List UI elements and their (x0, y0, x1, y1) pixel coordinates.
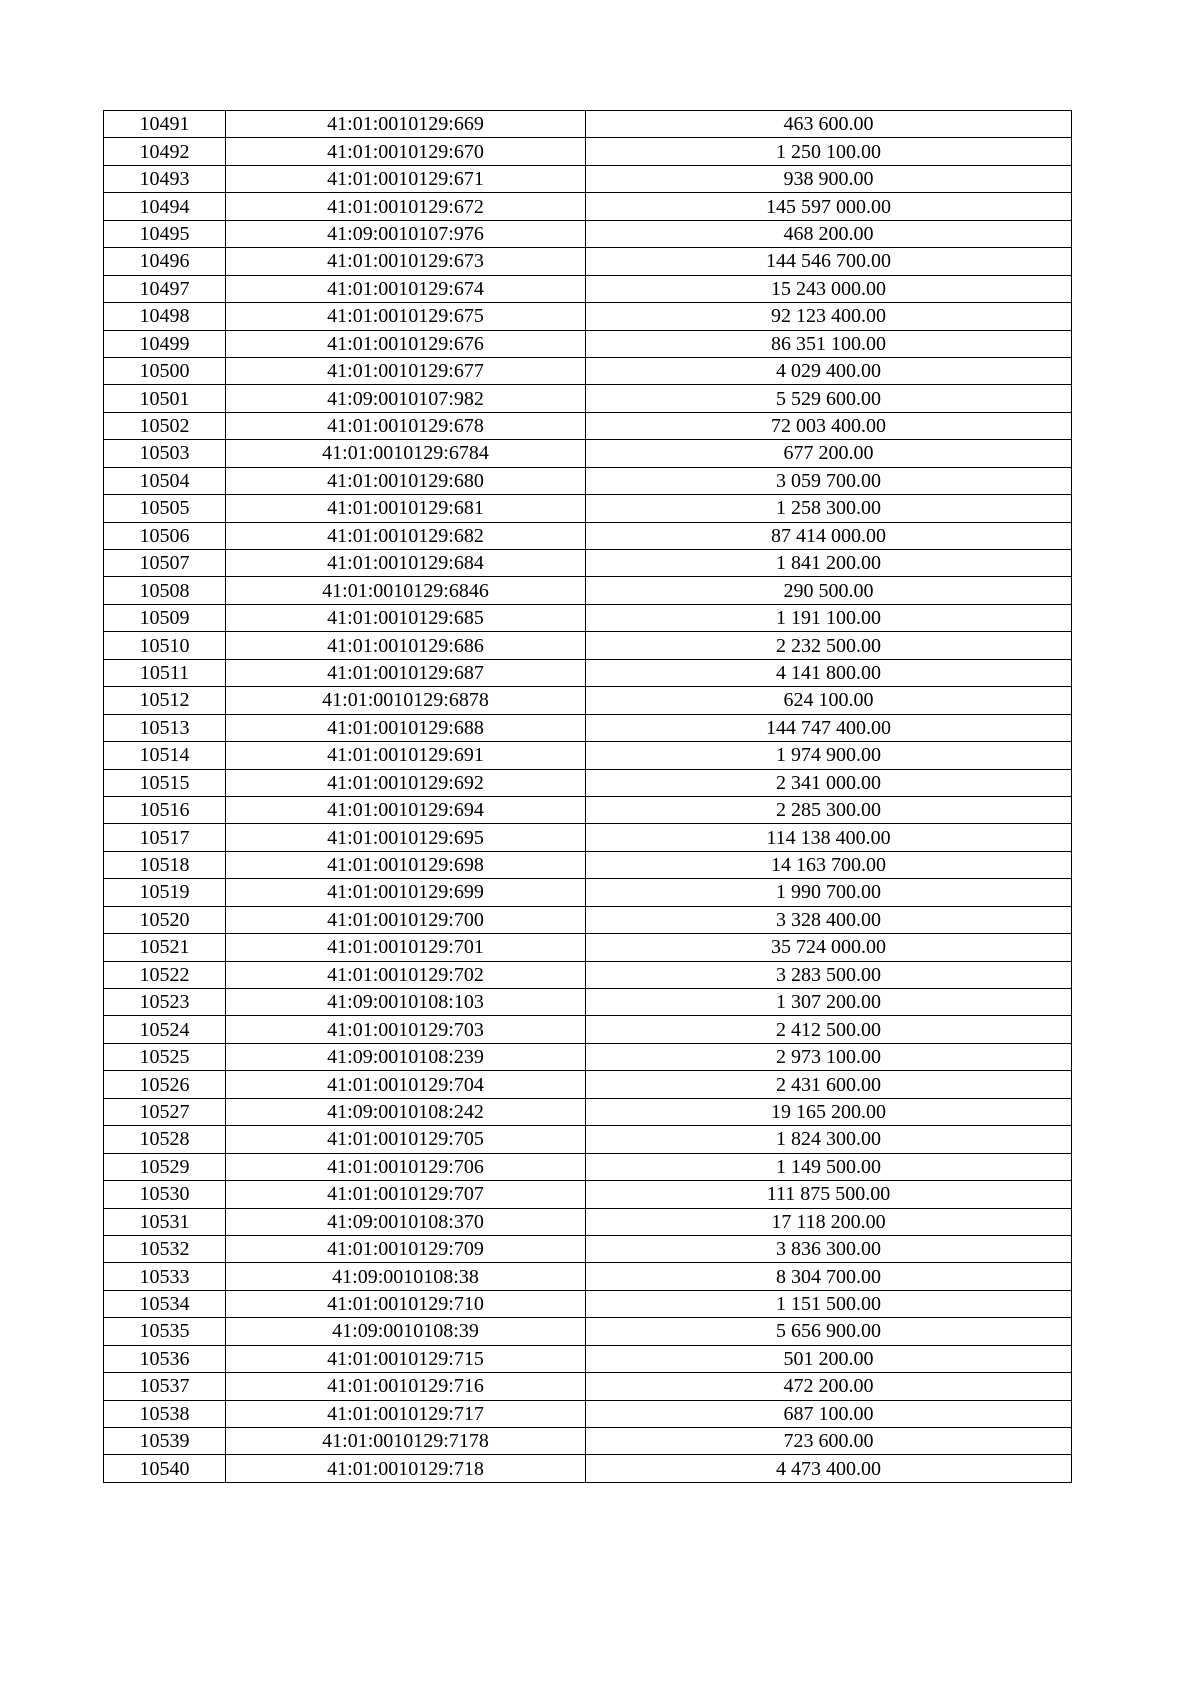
cadastral-number-cell: 41:01:0010129:688 (226, 714, 586, 741)
row-number-cell: 10493 (104, 165, 226, 192)
table-row (104, 138, 1072, 165)
cadastral-number-cell: 41:01:0010129:673 (226, 248, 586, 275)
row-number-cell: 10522 (104, 961, 226, 988)
cadastral-value-cell: 3 836 300.00 (586, 1235, 1072, 1262)
row-number-cell: 10521 (104, 934, 226, 961)
cadastral-number-cell: 41:01:0010129:694 (226, 796, 586, 823)
cadastral-value-cell: 501 200.00 (586, 1345, 1072, 1372)
row-number-cell: 10500 (104, 357, 226, 384)
row-number-cell: 10509 (104, 604, 226, 631)
row-number-cell: 10534 (104, 1290, 226, 1317)
cadastral-value-cell: 2 285 300.00 (586, 796, 1072, 823)
row-number-cell: 10503 (104, 440, 226, 467)
table-row (104, 385, 1072, 412)
cadastral-number-cell: 41:09:0010107:982 (226, 385, 586, 412)
cadastral-number-cell: 41:01:0010129:7178 (226, 1428, 586, 1455)
cadastral-number-cell: 41:01:0010129:709 (226, 1235, 586, 1262)
row-number-cell: 10536 (104, 1345, 226, 1372)
cadastral-value-cell: 1 250 100.00 (586, 138, 1072, 165)
cadastral-number-cell: 41:01:0010129:685 (226, 604, 586, 631)
table-row (104, 796, 1072, 823)
cadastral-number-cell: 41:01:0010129:710 (226, 1290, 586, 1317)
cadastral-number-cell: 41:01:0010129:6784 (226, 440, 586, 467)
cadastral-number-cell: 41:01:0010129:684 (226, 550, 586, 577)
table-row (104, 1345, 1072, 1372)
cadastral-value-cell: 677 200.00 (586, 440, 1072, 467)
table-row (104, 961, 1072, 988)
cadastral-value-cell: 2 341 000.00 (586, 769, 1072, 796)
cadastral-value-cell: 5 529 600.00 (586, 385, 1072, 412)
row-number-cell: 10508 (104, 577, 226, 604)
cadastral-value-cell: 86 351 100.00 (586, 330, 1072, 357)
table-row (104, 1455, 1072, 1482)
cadastral-value-cell: 4 473 400.00 (586, 1455, 1072, 1482)
row-number-cell: 10531 (104, 1208, 226, 1235)
cadastral-number-cell: 41:01:0010129:703 (226, 1016, 586, 1043)
row-number-cell: 10530 (104, 1181, 226, 1208)
row-number-cell: 10505 (104, 495, 226, 522)
row-number-cell: 10525 (104, 1043, 226, 1070)
cadastral-number-cell: 41:01:0010129:692 (226, 769, 586, 796)
cadastral-value-cell: 4 141 800.00 (586, 659, 1072, 686)
cadastral-number-cell: 41:01:0010129:686 (226, 632, 586, 659)
table-row (104, 193, 1072, 220)
cadastral-value-cell: 463 600.00 (586, 111, 1072, 138)
table-row (104, 1373, 1072, 1400)
table-row (104, 577, 1072, 604)
table-row (104, 357, 1072, 384)
row-number-cell: 10514 (104, 742, 226, 769)
row-number-cell: 10494 (104, 193, 226, 220)
row-number-cell: 10507 (104, 550, 226, 577)
cadastral-number-cell: 41:01:0010129:718 (226, 1455, 586, 1482)
row-number-cell: 10515 (104, 769, 226, 796)
cadastral-number-cell: 41:01:0010129:715 (226, 1345, 586, 1372)
row-number-cell: 10499 (104, 330, 226, 357)
row-number-cell: 10537 (104, 1373, 226, 1400)
table-row (104, 1126, 1072, 1153)
row-number-cell: 10523 (104, 989, 226, 1016)
row-number-cell: 10501 (104, 385, 226, 412)
cadastral-number-cell: 41:01:0010129:700 (226, 906, 586, 933)
cadastral-number-cell: 41:01:0010129:701 (226, 934, 586, 961)
document-page (103, 110, 1071, 1483)
cadastral-value-cell: 114 138 400.00 (586, 824, 1072, 851)
cadastral-number-cell: 41:01:0010129:687 (226, 659, 586, 686)
table-row (104, 1043, 1072, 1070)
table-row (104, 522, 1072, 549)
cadastral-value-cell: 144 546 700.00 (586, 248, 1072, 275)
cadastral-value-cell: 2 232 500.00 (586, 632, 1072, 659)
table-row (104, 906, 1072, 933)
row-number-cell: 10527 (104, 1098, 226, 1125)
cadastral-number-cell: 41:01:0010129:691 (226, 742, 586, 769)
row-number-cell: 10513 (104, 714, 226, 741)
cadastral-value-cell: 14 163 700.00 (586, 851, 1072, 878)
table-row (104, 495, 1072, 522)
cadastral-number-cell: 41:09:0010108:103 (226, 989, 586, 1016)
cadastral-number-cell: 41:01:0010129:675 (226, 303, 586, 330)
cadastral-number-cell: 41:01:0010129:682 (226, 522, 586, 549)
row-number-cell: 10524 (104, 1016, 226, 1043)
row-number-cell: 10492 (104, 138, 226, 165)
row-number-cell: 10533 (104, 1263, 226, 1290)
cadastral-number-cell: 41:01:0010129:670 (226, 138, 586, 165)
table-row (104, 165, 1072, 192)
cadastral-value-table (103, 110, 1072, 1483)
row-number-cell: 10512 (104, 687, 226, 714)
row-number-cell: 10504 (104, 467, 226, 494)
cadastral-number-cell: 41:01:0010129:706 (226, 1153, 586, 1180)
row-number-cell: 10498 (104, 303, 226, 330)
cadastral-number-cell: 41:01:0010129:671 (226, 165, 586, 192)
cadastral-value-cell: 72 003 400.00 (586, 412, 1072, 439)
table-row (104, 1400, 1072, 1427)
row-number-cell: 10495 (104, 220, 226, 247)
table-row (104, 440, 1072, 467)
cadastral-value-cell: 5 656 900.00 (586, 1318, 1072, 1345)
table-row (104, 934, 1072, 961)
row-number-cell: 10518 (104, 851, 226, 878)
table-row (104, 111, 1072, 138)
cadastral-number-cell: 41:01:0010129:674 (226, 275, 586, 302)
cadastral-value-cell: 290 500.00 (586, 577, 1072, 604)
cadastral-value-cell: 1 824 300.00 (586, 1126, 1072, 1153)
table-row (104, 989, 1072, 1016)
cadastral-value-cell: 1 191 100.00 (586, 604, 1072, 631)
table-row (104, 851, 1072, 878)
cadastral-number-cell: 41:09:0010108:38 (226, 1263, 586, 1290)
cadastral-number-cell: 41:09:0010108:242 (226, 1098, 586, 1125)
cadastral-number-cell: 41:09:0010108:39 (226, 1318, 586, 1345)
cadastral-value-cell: 3 328 400.00 (586, 906, 1072, 933)
cadastral-value-cell: 723 600.00 (586, 1428, 1072, 1455)
table-row (104, 330, 1072, 357)
table-row (104, 1181, 1072, 1208)
cadastral-value-cell: 111 875 500.00 (586, 1181, 1072, 1208)
table-row (104, 248, 1072, 275)
cadastral-value-cell: 17 118 200.00 (586, 1208, 1072, 1235)
cadastral-value-cell: 145 597 000.00 (586, 193, 1072, 220)
table-row (104, 659, 1072, 686)
cadastral-value-cell: 144 747 400.00 (586, 714, 1072, 741)
row-number-cell: 10506 (104, 522, 226, 549)
row-number-cell: 10511 (104, 659, 226, 686)
cadastral-value-cell: 1 307 200.00 (586, 989, 1072, 1016)
cadastral-number-cell: 41:01:0010129:717 (226, 1400, 586, 1427)
row-number-cell: 10539 (104, 1428, 226, 1455)
table-row (104, 1153, 1072, 1180)
cadastral-number-cell: 41:01:0010129:681 (226, 495, 586, 522)
cadastral-number-cell: 41:01:0010129:672 (226, 193, 586, 220)
cadastral-value-cell: 8 304 700.00 (586, 1263, 1072, 1290)
row-number-cell: 10532 (104, 1235, 226, 1262)
cadastral-value-cell: 1 990 700.00 (586, 879, 1072, 906)
cadastral-value-cell: 3 283 500.00 (586, 961, 1072, 988)
cadastral-number-cell: 41:01:0010129:680 (226, 467, 586, 494)
cadastral-value-cell: 92 123 400.00 (586, 303, 1072, 330)
table-row (104, 550, 1072, 577)
table-row (104, 604, 1072, 631)
cadastral-value-cell: 2 431 600.00 (586, 1071, 1072, 1098)
cadastral-number-cell: 41:01:0010129:695 (226, 824, 586, 851)
cadastral-value-cell: 1 258 300.00 (586, 495, 1072, 522)
cadastral-value-cell: 4 029 400.00 (586, 357, 1072, 384)
cadastral-value-cell: 87 414 000.00 (586, 522, 1072, 549)
cadastral-value-cell: 3 059 700.00 (586, 467, 1072, 494)
row-number-cell: 10535 (104, 1318, 226, 1345)
row-number-cell: 10491 (104, 111, 226, 138)
cadastral-value-cell: 19 165 200.00 (586, 1098, 1072, 1125)
row-number-cell: 10526 (104, 1071, 226, 1098)
table-row (104, 412, 1072, 439)
table-row (104, 879, 1072, 906)
table-row (104, 714, 1072, 741)
table-row (104, 303, 1072, 330)
table-row (104, 220, 1072, 247)
table-row (104, 632, 1072, 659)
row-number-cell: 10519 (104, 879, 226, 906)
cadastral-number-cell: 41:01:0010129:669 (226, 111, 586, 138)
cadastral-value-cell: 938 900.00 (586, 165, 1072, 192)
cadastral-number-cell: 41:01:0010129:705 (226, 1126, 586, 1153)
row-number-cell: 10510 (104, 632, 226, 659)
cadastral-value-cell: 1 974 900.00 (586, 742, 1072, 769)
cadastral-number-cell: 41:09:0010108:370 (226, 1208, 586, 1235)
table-row (104, 1290, 1072, 1317)
cadastral-value-cell: 15 243 000.00 (586, 275, 1072, 302)
table-body (104, 111, 1072, 1483)
cadastral-number-cell: 41:01:0010129:699 (226, 879, 586, 906)
cadastral-number-cell: 41:01:0010129:698 (226, 851, 586, 878)
cadastral-number-cell: 41:01:0010129:678 (226, 412, 586, 439)
table-row (104, 1071, 1072, 1098)
table-row (104, 1016, 1072, 1043)
cadastral-number-cell: 41:01:0010129:6878 (226, 687, 586, 714)
cadastral-value-cell: 624 100.00 (586, 687, 1072, 714)
table-row (104, 687, 1072, 714)
cadastral-value-cell: 1 149 500.00 (586, 1153, 1072, 1180)
cadastral-number-cell: 41:01:0010129:704 (226, 1071, 586, 1098)
cadastral-value-cell: 1 841 200.00 (586, 550, 1072, 577)
table-row (104, 1318, 1072, 1345)
table-row (104, 1208, 1072, 1235)
cadastral-number-cell: 41:01:0010129:716 (226, 1373, 586, 1400)
row-number-cell: 10496 (104, 248, 226, 275)
cadastral-value-cell: 2 412 500.00 (586, 1016, 1072, 1043)
table-row (104, 742, 1072, 769)
table-row (104, 1428, 1072, 1455)
table-row (104, 467, 1072, 494)
row-number-cell: 10520 (104, 906, 226, 933)
row-number-cell: 10540 (104, 1455, 226, 1482)
cadastral-value-cell: 468 200.00 (586, 220, 1072, 247)
table-row (104, 769, 1072, 796)
table-row (104, 1263, 1072, 1290)
cadastral-number-cell: 41:09:0010108:239 (226, 1043, 586, 1070)
table-row (104, 275, 1072, 302)
row-number-cell: 10529 (104, 1153, 226, 1180)
table-row (104, 824, 1072, 851)
cadastral-value-cell: 35 724 000.00 (586, 934, 1072, 961)
row-number-cell: 10528 (104, 1126, 226, 1153)
cadastral-value-cell: 472 200.00 (586, 1373, 1072, 1400)
cadastral-number-cell: 41:01:0010129:677 (226, 357, 586, 384)
table-row (104, 1235, 1072, 1262)
cadastral-number-cell: 41:01:0010129:6846 (226, 577, 586, 604)
cadastral-value-cell: 687 100.00 (586, 1400, 1072, 1427)
row-number-cell: 10502 (104, 412, 226, 439)
cadastral-value-cell: 1 151 500.00 (586, 1290, 1072, 1317)
row-number-cell: 10516 (104, 796, 226, 823)
cadastral-number-cell: 41:01:0010129:707 (226, 1181, 586, 1208)
row-number-cell: 10538 (104, 1400, 226, 1427)
row-number-cell: 10497 (104, 275, 226, 302)
cadastral-number-cell: 41:01:0010129:676 (226, 330, 586, 357)
row-number-cell: 10517 (104, 824, 226, 851)
cadastral-value-cell: 2 973 100.00 (586, 1043, 1072, 1070)
cadastral-number-cell: 41:09:0010107:976 (226, 220, 586, 247)
cadastral-number-cell: 41:01:0010129:702 (226, 961, 586, 988)
table-row (104, 1098, 1072, 1125)
